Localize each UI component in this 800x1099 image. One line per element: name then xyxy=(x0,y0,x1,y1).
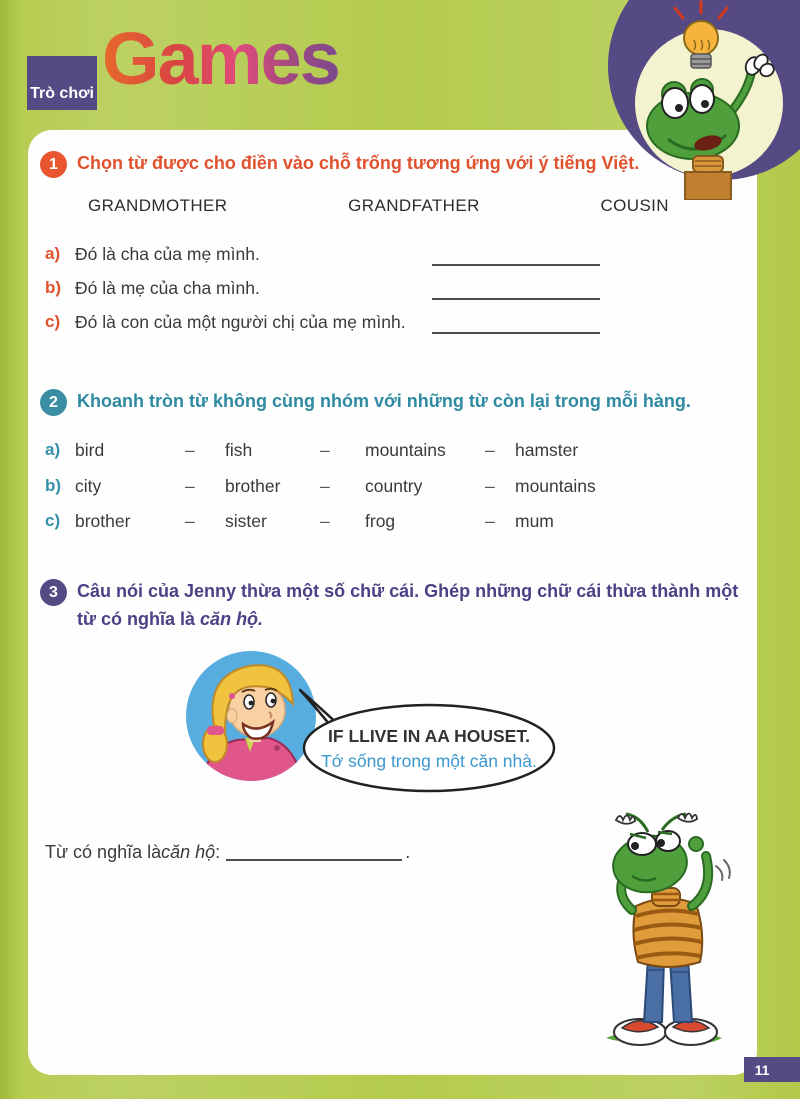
word: mountains xyxy=(365,440,446,460)
dash: – xyxy=(320,511,330,531)
pupil xyxy=(249,701,254,706)
dash: – xyxy=(485,511,495,531)
answer-italic: căn hộ xyxy=(161,842,216,862)
word: brother xyxy=(75,511,131,531)
answer-blank xyxy=(432,298,600,300)
dash: – xyxy=(320,440,330,460)
exercise2-header xyxy=(40,388,691,416)
page-title: Games xyxy=(102,17,339,100)
exercise2-heading: Khoanh tròn từ không cùng nhóm với những từ còn lại trong mỗi hàng. xyxy=(77,391,691,411)
frog-idea-illustration xyxy=(605,0,800,200)
item-text: Đó là con của một người chị của mẹ mình. xyxy=(75,312,406,332)
exercise1-heading: Chọn từ được cho điền vào chỗ trống tương ứng với ý tiếng Việt. xyxy=(77,153,640,173)
dash: – xyxy=(320,476,330,496)
exercise1-header xyxy=(40,150,639,178)
word-bank-item: GRANDMOTHER xyxy=(88,196,228,215)
thinking-frog-illustration xyxy=(592,810,742,1060)
word: sister xyxy=(225,511,267,531)
answer-blank xyxy=(432,332,600,334)
exercise3-heading xyxy=(77,578,745,634)
exercise2-row-a xyxy=(28,438,757,470)
dash: – xyxy=(485,476,495,496)
word: mum xyxy=(515,511,554,531)
item-label: b) xyxy=(45,278,62,297)
item-label: c) xyxy=(45,312,61,331)
exercise1-item-c xyxy=(28,310,757,342)
speech-bubble xyxy=(296,686,562,798)
frog-head xyxy=(609,814,703,897)
dash: – xyxy=(485,440,495,460)
speech-bubble-body xyxy=(304,705,554,791)
word: hamster xyxy=(515,440,579,460)
exercise2-row-c xyxy=(28,509,757,541)
page-number: 11 xyxy=(744,1057,800,1082)
hair-clip xyxy=(229,693,235,699)
pupil xyxy=(271,699,276,704)
item-label: b) xyxy=(45,476,62,495)
word: brother xyxy=(225,476,281,496)
answer-period: . xyxy=(405,842,411,862)
exercise3-header xyxy=(40,578,745,634)
dash: – xyxy=(185,511,195,531)
exercise3-heading-italic: căn hộ. xyxy=(200,608,264,629)
speech-text-english: IF LLIVE IN AA HOUSET. xyxy=(328,726,530,746)
item-text: Đó là cha của mẹ mình. xyxy=(75,244,260,264)
shoes xyxy=(614,1019,717,1045)
word: bird xyxy=(75,440,105,460)
answer-blank xyxy=(226,859,402,861)
word: country xyxy=(365,476,423,496)
item-label: a) xyxy=(45,244,61,263)
girl-ear xyxy=(227,709,237,723)
exercise1-number-badge: 1 xyxy=(40,151,67,178)
item-text: Đó là mẹ của cha mình. xyxy=(75,278,260,298)
word-bank-item: COUSIN xyxy=(600,196,669,215)
dash: – xyxy=(185,440,195,460)
word: mountains xyxy=(515,476,596,496)
exercise3-answer-line xyxy=(45,842,410,863)
jacket-button xyxy=(274,745,280,751)
item-label: c) xyxy=(45,511,61,530)
word: frog xyxy=(365,511,396,531)
exercise2-row-b xyxy=(28,474,757,506)
word: city xyxy=(75,476,102,496)
exercise2-number-badge: 2 xyxy=(40,389,67,416)
dash: – xyxy=(185,476,195,496)
answer-colon: : xyxy=(215,842,221,862)
word-bank-item: GRANDFATHER xyxy=(348,196,480,215)
section-tag-label: Trò chơi xyxy=(30,85,94,102)
speech-text-vietnamese: Tớ sống trong một căn nhà. xyxy=(321,751,537,771)
section-tag xyxy=(27,56,97,110)
exercise1-item-b xyxy=(28,276,757,308)
answer-prefix: Từ có nghĩa là xyxy=(45,842,162,862)
item-label: a) xyxy=(45,440,61,459)
answer-blank xyxy=(432,264,600,266)
exercise3-heading-text: Câu nói của Jenny thừa một số chữ cái. Ghép những chữ cái thừa thành một từ có nghĩa là xyxy=(77,581,739,629)
hair-band xyxy=(207,726,224,735)
exercise1-item-a xyxy=(28,242,757,274)
word: fish xyxy=(225,440,253,460)
exercise3-number-badge: 3 xyxy=(40,579,67,606)
